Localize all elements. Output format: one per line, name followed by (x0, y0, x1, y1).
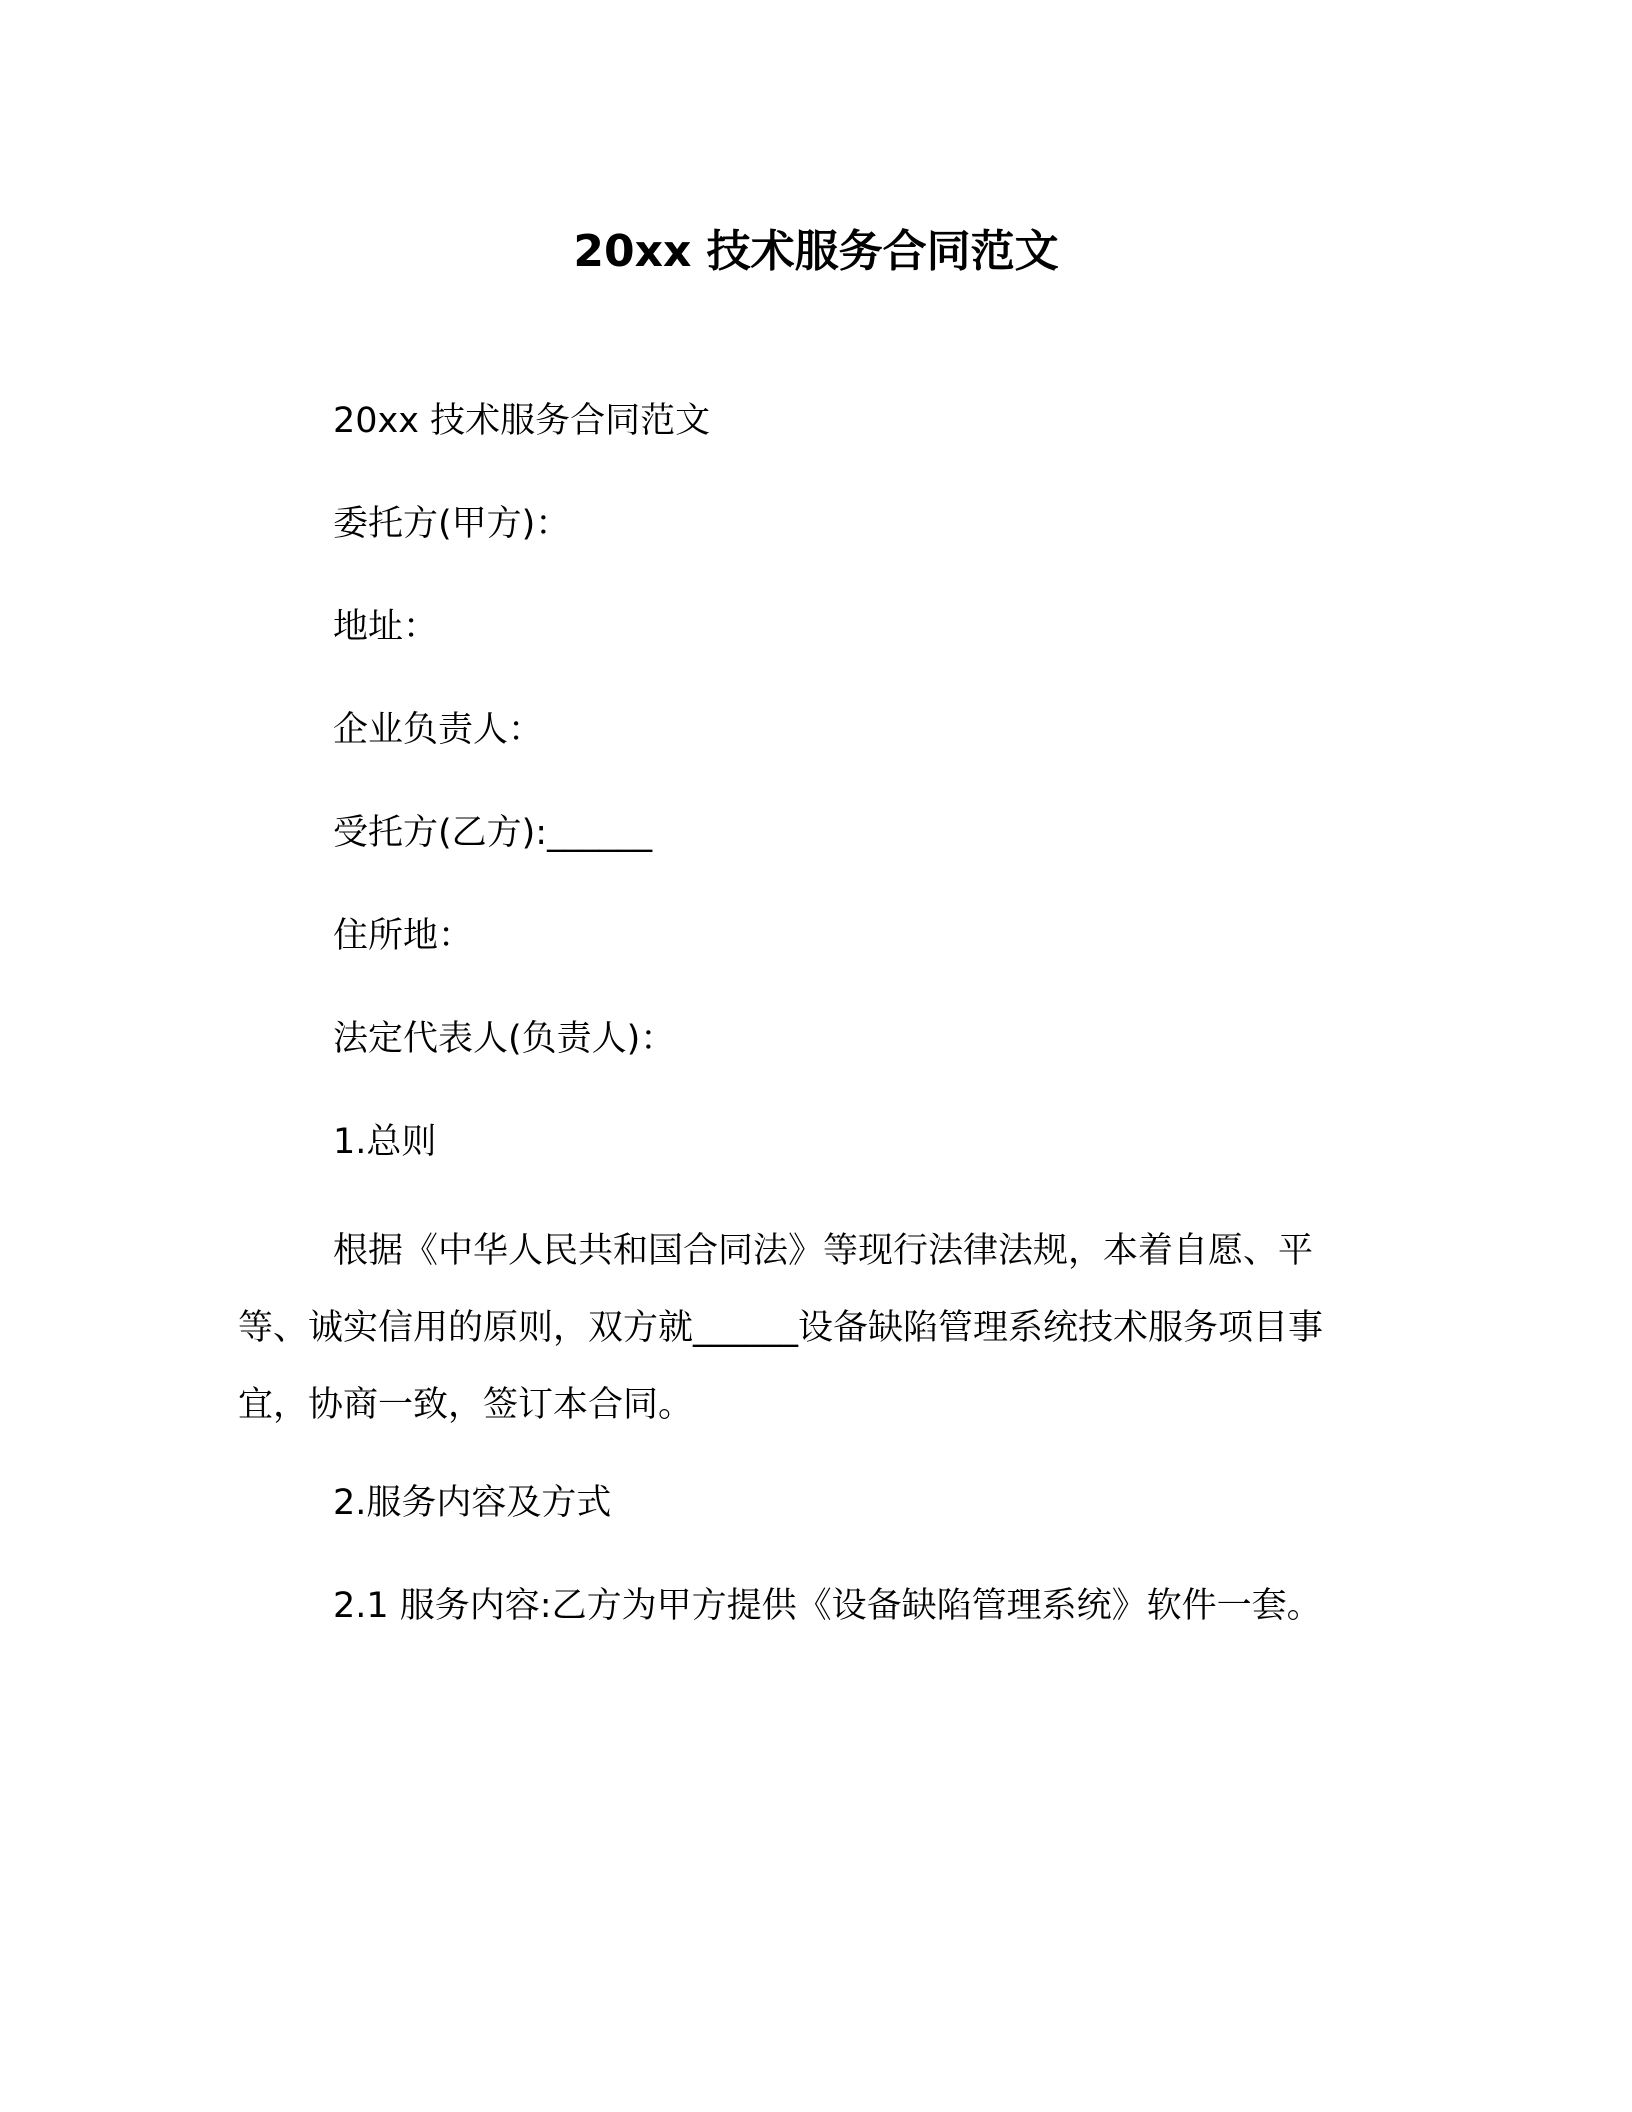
document-subtitle: 20xx 技术服务合同范文 (333, 401, 711, 441)
client-party-field: 委托方(甲方)： (333, 504, 571, 544)
general-provisions-body: 根据《中华人民共和国合同法》等现行法律法规，本着自愿、平等、诚实信用的原则，双方就______设备缺陷管理系统技术服务项目事宜，协商一致，签订本合同。 (238, 1231, 1324, 1425)
legal-representative-field: 法定代表人(负责人)： (333, 1019, 676, 1059)
service-content-clause: 2.1 服务内容:乙方为甲方提供《设备缺陷管理系统》软件一套。 (333, 1586, 1322, 1626)
document-title: 20xx 技术服务合同范文 (573, 226, 1059, 277)
address-field: 地址： (333, 607, 439, 647)
enterprise-head-field: 企业负责人： (333, 710, 544, 750)
general-provisions-heading: 1.总则 (333, 1122, 437, 1162)
contractor-party-field: 受托方(乙方):______ (333, 813, 653, 853)
residence-field: 住所地： (333, 916, 474, 956)
service-content-heading: 2.服务内容及方式 (333, 1483, 612, 1523)
